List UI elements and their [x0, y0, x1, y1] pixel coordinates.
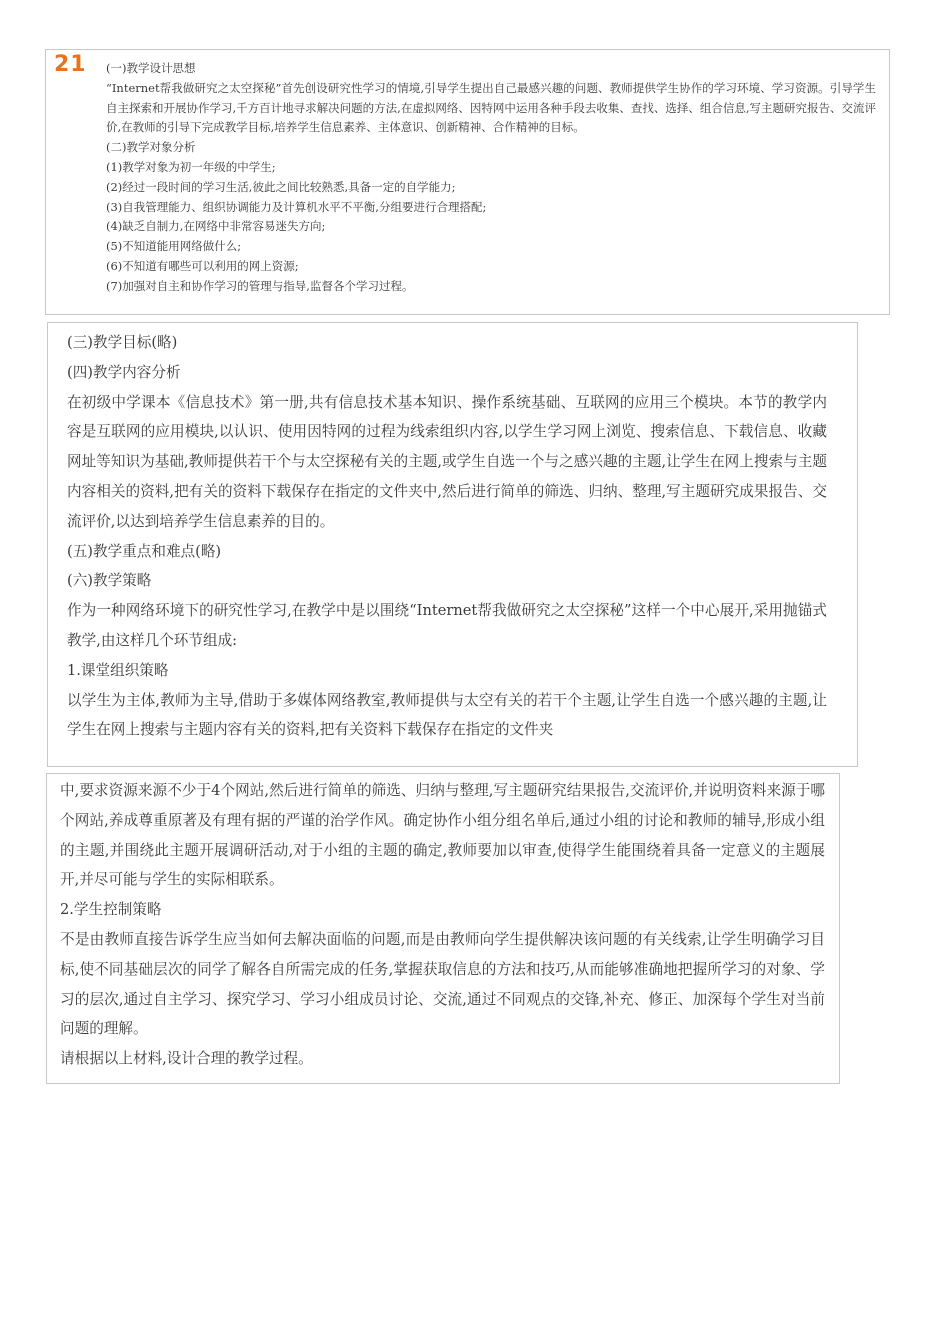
analysis-item-1: (1)教学对象为初一年级的中学生;	[106, 159, 276, 174]
analysis-item-6: (6)不知道有哪些可以利用的网上资源;	[106, 258, 299, 273]
box3-content	[60, 776, 825, 1074]
question-instruction: 请根据以上材料,设计合理的教学过程。	[60, 1050, 313, 1068]
question-number: 21	[54, 52, 87, 77]
box2-content	[67, 328, 827, 745]
box1-content	[106, 59, 876, 297]
content-analysis-paragraph: 在初级中学课本《信息技术》第一册,共有信息技术基本知识、操作系统基础、互联网的应用三个模块。本节的教学内容是互联网的应用模块,以认识、使用因特网的过程为线索组织内容,以学生学习网上浏览、搜索信息、下载信息、收藏网址等知识为基础,教师提供若干个与太空探秘有关的主题,或学生自选一个与之感兴趣的主题,让学生在网上搜索与主题内容相关的资料,把有关的资料下载保存在指定的文件夹中,然后进行简单的筛选、归纳、整理,写主题研究成果报告、交流评价,以达到培养学生信息素养的目的。	[67, 393, 827, 530]
subheading-classroom-strategy: 1.课堂组织策略	[67, 661, 169, 679]
heading-teaching-goals: (三)教学目标(略)	[67, 334, 178, 351]
strategy-intro-paragraph: 作为一种网络环境下的研究性学习,在教学中是以围绕“Internet帮我做研究之太空探秘”这样一个中心展开,采用抛锚式教学,由这样几个环节组成:	[67, 602, 827, 649]
analysis-item-7: (7)加强对自主和协作学习的管理与指导,监督各个学习过程。	[106, 278, 414, 293]
material-box-1	[45, 49, 890, 315]
classroom-strategy-paragraph-part2: 中,要求资源来源不少于4个网站,然后进行简单的筛选、归纳与整理,写主题研究结果报告,交流评价,并说明资料来源于哪个网站,养成尊重原著及有理有据的严谨的治学作风。确定协作小组分组名单后,通过小组的讨论和教师的辅导,形成小组的主题,并围绕此主题开展调研活动,对于小组的主题的确定,教师要加以审查,使得学生能围绕着具备一定意义的主题展开,并尽可能与学生的实际相联系。	[60, 782, 825, 889]
heading-teaching-strategy: (六)教学策略	[67, 572, 152, 590]
analysis-item-2: (2)经过一段时间的学习生活,彼此之间比较熟悉,具备一定的自学能力;	[106, 179, 456, 194]
analysis-item-5: (5)不知道能用网络做什么;	[106, 239, 242, 254]
heading-content-analysis: (四)教学内容分析	[67, 363, 181, 381]
material-box-2	[47, 322, 858, 767]
analysis-item-4: (4)缺乏自制力,在网络中非常容易迷失方向;	[106, 219, 326, 234]
student-control-paragraph: 不是由教师直接告诉学生应当如何去解决面临的问题,而是由教师向学生提供解决该问题的有关线索,让学生明确学习目标,使不同基础层次的同学了解各自所需完成的任务,掌握获取信息的方法和技巧,从而能够准确地把握所学习的对象、学习的层次,通过自主学习、探究学习、学习小组成员讨论、交流,通过不同观点的交锋,补充、修正、加深每个学生对当前问题的理解。	[60, 930, 825, 1038]
subheading-student-control-strategy: 2.学生控制策略	[60, 901, 162, 919]
design-idea-paragraph: “Internet帮我做研究之太空探秘”首先创设研究性学习的情境,引导学生提出自己最感兴趣的问题、教师提供学生协作的学习环境、学习资源。引导学生自主探索和开展协作学习,千方百计地寻求解决问题的方法,在虚拟网络、因特网中运用各种手段去收集、查找、选择、组合信息,写主题研究报告、交流评价,在教师的引导下完成教学目标,培养学生信息素养、主体意识、创新精神、合作精神的目标。	[106, 80, 876, 135]
material-box-3	[46, 773, 840, 1084]
classroom-strategy-paragraph-part1: 以学生为主体,教师为主导,借助于多媒体网络教室,教师提供与太空有关的若干个主题,让学生自选一个感兴趣的主题,让学生在网上搜索与主题内容有关的资料,把有关资料下载保存在指定的文件夹	[67, 691, 827, 739]
heading-design-idea: (一)教学设计思想	[106, 61, 196, 75]
analysis-item-3: (3)自我管理能力、组织协调能力及计算机水平不平衡,分组要进行合理搭配;	[106, 199, 487, 214]
heading-key-points: (五)教学重点和难点(略)	[67, 542, 222, 560]
heading-student-analysis: (二)教学对象分析	[106, 140, 196, 155]
